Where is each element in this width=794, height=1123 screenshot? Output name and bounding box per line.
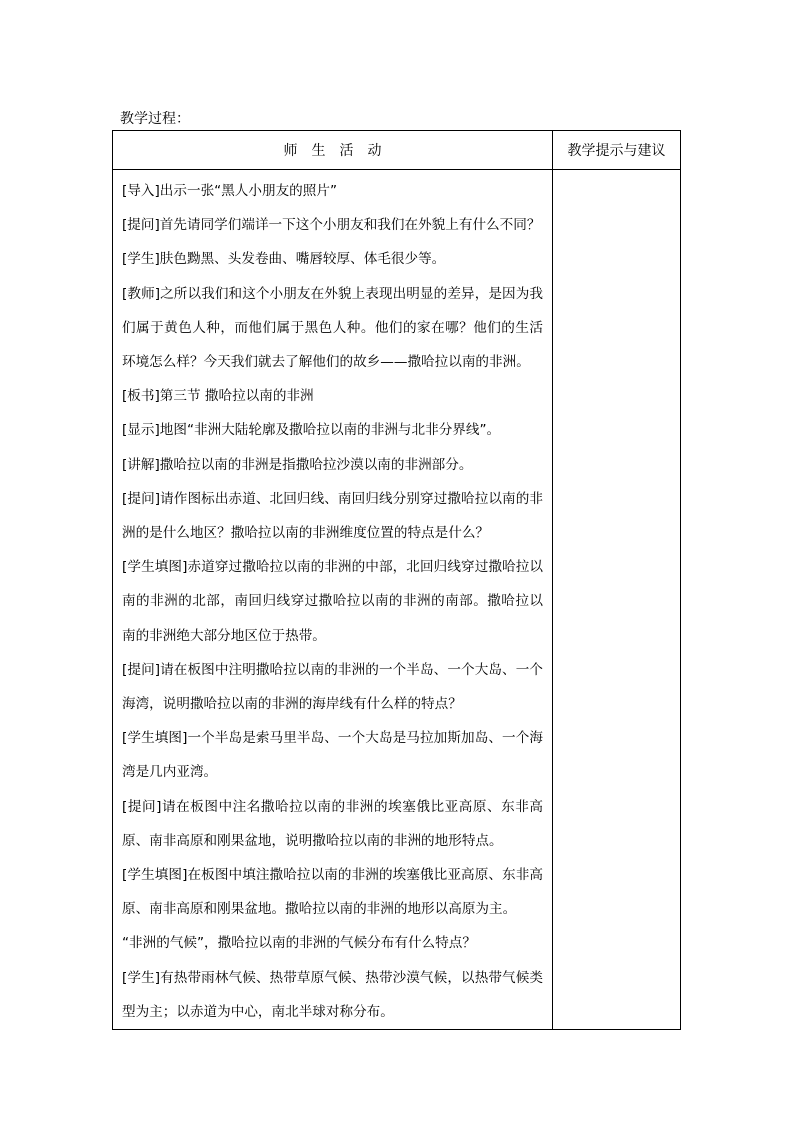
tips-cell — [553, 170, 681, 1030]
paragraph: [教师]之所以我们和这个小朋友在外貌上表现出明显的差异，是因为我们属于黄色人种，而他们属于黑色人种。他们的家在哪？他们的生活环境怎么样？今天我们就去了解他们的故乡——撒哈拉以南的非洲。 — [122, 285, 543, 371]
paragraph: [提问]请作图标出赤道、北回归线、南回归线分别穿过撒哈拉以南的非洲的是什么地区？撒哈拉以南的非洲维度位置的特点是什么？ — [122, 490, 543, 542]
paragraph: [板书]第三节 撒哈拉以南的非洲 — [122, 388, 314, 405]
paragraph: [学生填图]赤道穿过撒哈拉以南的非洲的中部，北回归线穿过撒哈拉以南的非洲的北部，南回归线穿过撒哈拉以南的非洲的南部。撒哈拉以南的非洲绝大部分地区位于热带。 — [122, 559, 543, 644]
header-activities-label: 师生活动 — [283, 143, 396, 159]
paragraph: “非洲的气候”，撒哈拉以南的非洲的气候分布有什么特点？ — [122, 935, 476, 952]
section-heading: 教学过程： — [120, 111, 190, 127]
paragraph: [提问]请在板图中注明撒哈拉以南的非洲的一个半岛、一个大岛、一个海湾，说明撒哈拉以南的非洲的海岸线有什么样的特点？ — [122, 661, 543, 713]
activities-cell — [113, 170, 553, 1030]
lesson-table — [112, 130, 681, 1030]
paragraph: [显示]地图“非洲大陆轮廓及撒哈拉以南的非洲与北非分界线”。 — [122, 422, 501, 439]
table-body-row — [113, 170, 681, 1030]
paragraph: [学生]肤色黝黑、头发卷曲、嘴唇较厚、体毛很少等。 — [122, 251, 446, 268]
paragraph: [讲解]撒哈拉以南的非洲是指撒哈拉沙漠以南的非洲部分。 — [122, 456, 473, 473]
paragraph: [学生]有热带雨林气候、热带草原气候、热带沙漠气候，以热带气候类型为主；以赤道为中心，南北半球对称分布。 — [122, 969, 543, 1020]
paragraph: [提问]首先请同学们端详一下这个小朋友和我们在外貌上有什么不同？ — [122, 217, 541, 234]
header-tips: 教学提示与建议 — [553, 131, 681, 170]
paragraph: [学生填图]在板图中填注撒哈拉以南的非洲的埃塞俄比亚高原、东非高原、南非高原和刚果盆地。撒哈拉以南的非洲的地形以高原为主。 — [122, 867, 543, 918]
table-header-row — [113, 131, 681, 170]
header-activities — [113, 131, 553, 170]
paragraph: [学生填图]一个半岛是索马里半岛、一个大岛是马拉加斯加岛、一个海湾是几内亚湾。 — [122, 730, 543, 781]
paragraph: [提问]请在板图中注名撒哈拉以南的非洲的埃塞俄比亚高原、东非高原、南非高原和刚果盆地，说明撒哈拉以南的非洲的地形特点。 — [122, 798, 543, 849]
paragraph: [导入]出示一张“黑人小朋友的照片” — [122, 183, 338, 199]
